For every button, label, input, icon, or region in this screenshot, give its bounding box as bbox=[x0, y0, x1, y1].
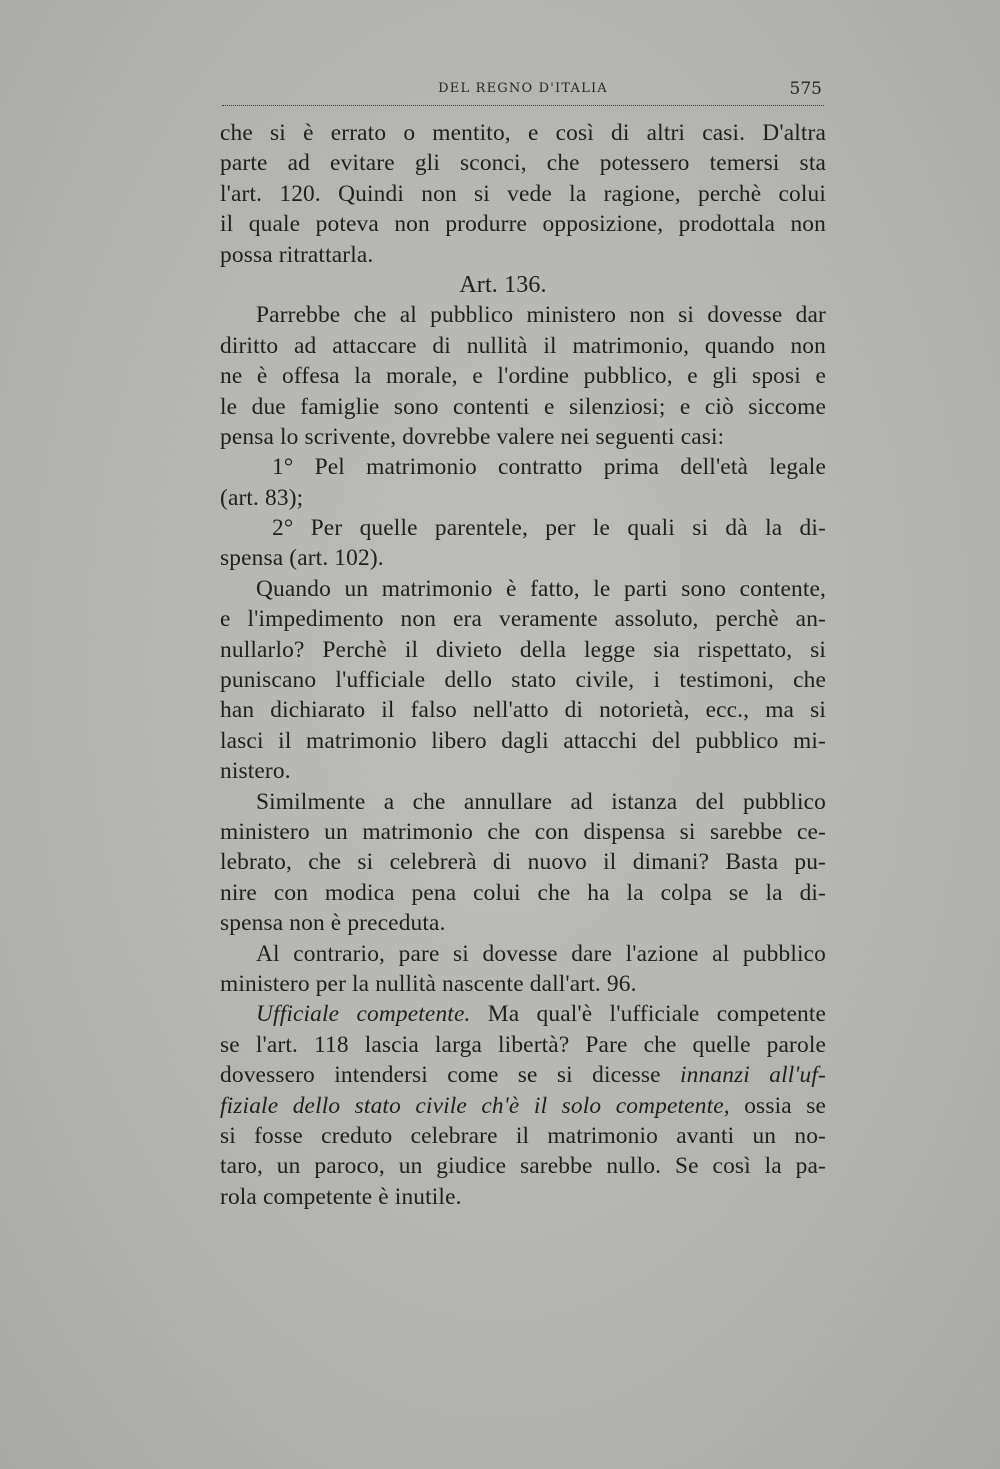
text-line: spensa (art. 102). bbox=[220, 545, 384, 572]
italic-term: Ufficiale competente. bbox=[256, 1001, 471, 1028]
running-title: DEL REGNO D'ITALIA bbox=[438, 81, 608, 96]
text-line: diritto ad attaccare di nullità il matrimonio, quando non bbox=[220, 332, 826, 359]
text-line: il quale poteva non produrre opposizione, prodottala non bbox=[220, 211, 826, 238]
list-item-1: 1° Pel matrimonio contratto prima dell'età legale bbox=[272, 454, 826, 481]
text-line-mixed bbox=[220, 1060, 826, 1090]
text-line: nullarlo? Perchè il divieto della legge sia rispettato, si bbox=[220, 636, 826, 663]
text-line: possa ritrattarla. bbox=[220, 241, 374, 268]
text-line: e l'impedimento non era veramente assoluto, perchè an- bbox=[220, 606, 826, 633]
text-line: parte ad evitare gli sconci, che potessero temersi sta bbox=[220, 150, 826, 177]
text-line: Similmente a che annullare ad istanza del pubblico bbox=[256, 788, 826, 815]
text-line: rola competente è inutile. bbox=[220, 1183, 462, 1210]
header-dotted-rule bbox=[222, 105, 824, 106]
text-line: lasci il matrimonio libero dagli attacchi del pubblico mi- bbox=[220, 727, 826, 754]
text-line: le due famiglie sono contenti e silenziosi; e ciò siccome bbox=[220, 393, 826, 420]
text-line-mixed bbox=[220, 999, 826, 1029]
text-line: pensa lo scrivente, dovrebbe valere nei seguenti casi: bbox=[220, 423, 725, 450]
text-line: lebrato, che si celebrerà di nuovo il dimani? Basta pu- bbox=[220, 849, 826, 876]
text-line: l'art. 120. Quindi non si vede la ragione, perchè colui bbox=[220, 180, 826, 207]
italic-phrase: innanzi all'uf- bbox=[680, 1062, 826, 1089]
text-line: taro, un paroco, un giudice sarebbe nullo. Se così la pa- bbox=[220, 1153, 826, 1180]
page-number: 575 bbox=[789, 79, 822, 99]
text-run: ossia se bbox=[729, 1092, 826, 1119]
italic-phrase: fiziale dello stato civile ch'è il solo competente, bbox=[220, 1092, 730, 1119]
text-line: ne è offesa la morale, e l'ordine pubblico, e gli sposi e bbox=[220, 363, 826, 390]
text-line: nire con modica pena colui che ha la colpa se la di- bbox=[220, 879, 826, 906]
text-line: se l'art. 118 lascia larga libertà? Pare che quelle parole bbox=[220, 1031, 826, 1058]
text-line: ministero un matrimonio che con dispensa si sarebbe ce- bbox=[220, 818, 826, 845]
text-line: che si è errato o mentito, e così di altri casi. D'altra bbox=[220, 120, 826, 146]
article-heading: Art. 136. bbox=[459, 271, 547, 298]
text-line: spensa non è preceduta. bbox=[220, 910, 446, 937]
text-line: ministero per la nullità nascente dall'art. 96. bbox=[220, 970, 637, 997]
body-text bbox=[220, 118, 826, 1212]
text-line: Al contrario, pare si dovesse dare l'azione al pubblico bbox=[256, 940, 826, 967]
text-line: han dichiarato il falso nell'atto di notorietà, ecc., ma si bbox=[220, 697, 826, 724]
text-line: Parrebbe che al pubblico ministero non si dovesse dar bbox=[256, 302, 826, 329]
text-line-mixed bbox=[220, 1091, 826, 1121]
text-run: Ma qual'è l'ufficiale competente bbox=[470, 1001, 826, 1028]
text-line: nistero. bbox=[220, 758, 291, 785]
running-head bbox=[222, 79, 824, 109]
text-line: si fosse creduto celebrare il matrimonio avanti un no- bbox=[220, 1122, 826, 1149]
list-item-2: 2° Per quelle parentele, per le quali si dà la di- bbox=[272, 515, 826, 542]
text-line: (art. 83); bbox=[220, 484, 304, 511]
text-run: dovessero intendersi come se si dicesse bbox=[220, 1062, 681, 1089]
text-line: Quando un matrimonio è fatto, le parti sono contente, bbox=[256, 575, 826, 602]
text-line: puniscano l'ufficiale dello stato civile, i testimoni, che bbox=[220, 667, 826, 694]
